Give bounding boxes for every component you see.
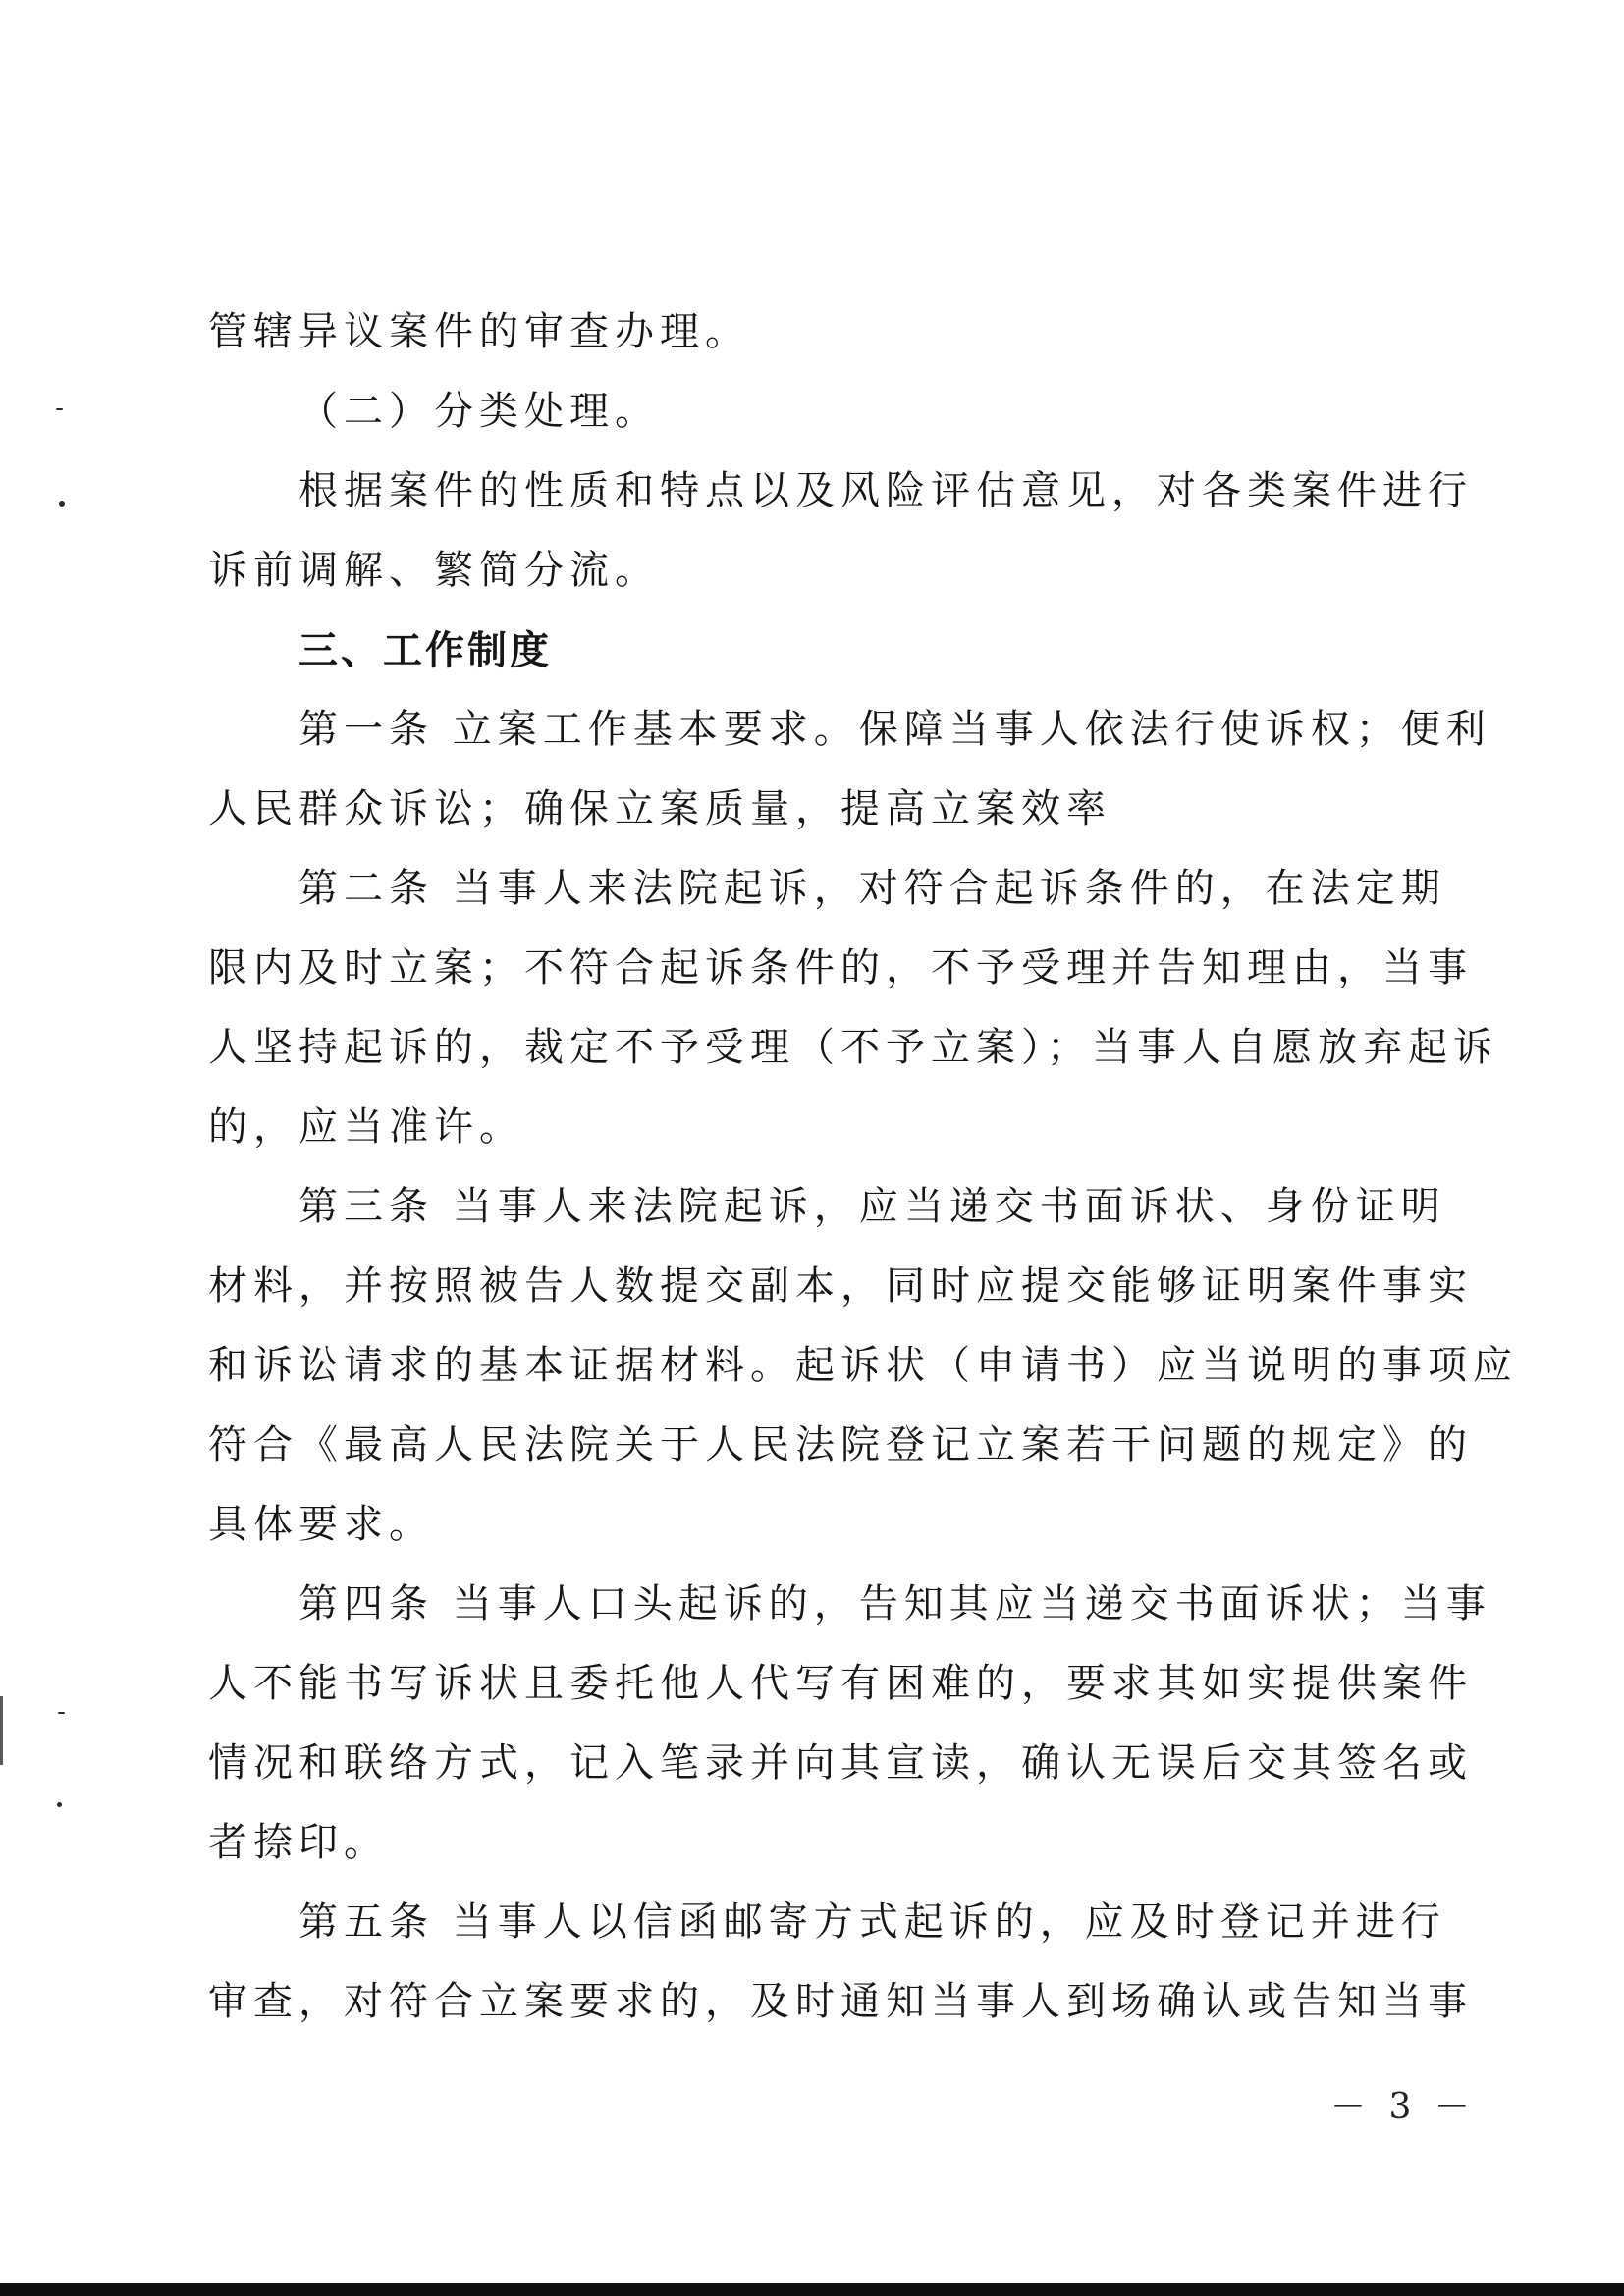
scan-speck	[59, 501, 65, 507]
section-heading: 三、工作制度	[298, 627, 552, 673]
text-line: 第二条 当事人来法院起诉，对符合起诉条件的，在法定期	[298, 866, 1446, 911]
page-number: － 3 －	[1330, 2087, 1476, 2127]
text-line: 第三条 当事人来法院起诉，应当递交书面诉状、身份证明	[298, 1184, 1446, 1229]
text-line: 和诉讼请求的基本证据材料。起诉状（申请书）应当说明的事项应	[208, 1343, 1518, 1388]
scan-bottom-border	[0, 2283, 1624, 2296]
scan-speck	[56, 408, 63, 410]
scan-edge-mark	[0, 1696, 3, 1765]
text-line: 者捺印。	[208, 1820, 389, 1865]
scan-speck	[58, 1712, 65, 1714]
text-line: 材料，并按照被告人数提交副本，同时应提交能够证明案件事实	[208, 1263, 1473, 1308]
text-line: 符合《最高人民法院关于人民法院登记立案若干问题的规定》的	[208, 1422, 1473, 1468]
text-line: 根据案件的性质和特点以及风险评估意见，对各类案件进行	[298, 468, 1473, 513]
text-line: 具体要求。	[208, 1502, 434, 1547]
text-line: 的，应当准许。	[208, 1104, 524, 1149]
text-line: 第四条 当事人口头起诉的，告知其应当递交书面诉状；当事	[298, 1581, 1491, 1627]
text-line: 管辖异议案件的审查办理。	[208, 309, 750, 354]
text-line: 第一条 立案工作基本要求。保障当事人依法行使诉权；便利	[298, 707, 1491, 752]
text-line: 人不能书写诉状且委托他人代写有困难的，要求其如实提供案件	[208, 1661, 1473, 1706]
text-line: 第五条 当事人以信函邮寄方式起诉的，应及时登记并进行	[298, 1899, 1446, 1945]
text-line: 审查，对符合立案要求的，及时通知当事人到场确认或告知当事	[208, 1979, 1473, 2024]
text-line: （二）分类处理。	[298, 389, 660, 434]
text-line: 情况和联络方式，记入笔录并向其宣读，确认无误后交其签名或	[208, 1740, 1473, 1786]
text-line: 诉前调解、繁简分流。	[208, 548, 660, 593]
text-line: 人民群众诉讼；确保立案质量，提高立案效率	[208, 786, 1111, 831]
scan-speck	[57, 1802, 62, 1807]
text-line: 限内及时立案；不符合起诉条件的，不予受理并告知理由，当事	[208, 945, 1473, 990]
text-line: 人坚持起诉的，裁定不予受理（不予立案）；当事人自愿放弃起诉	[208, 1025, 1498, 1070]
document-body	[208, 293, 1518, 2042]
